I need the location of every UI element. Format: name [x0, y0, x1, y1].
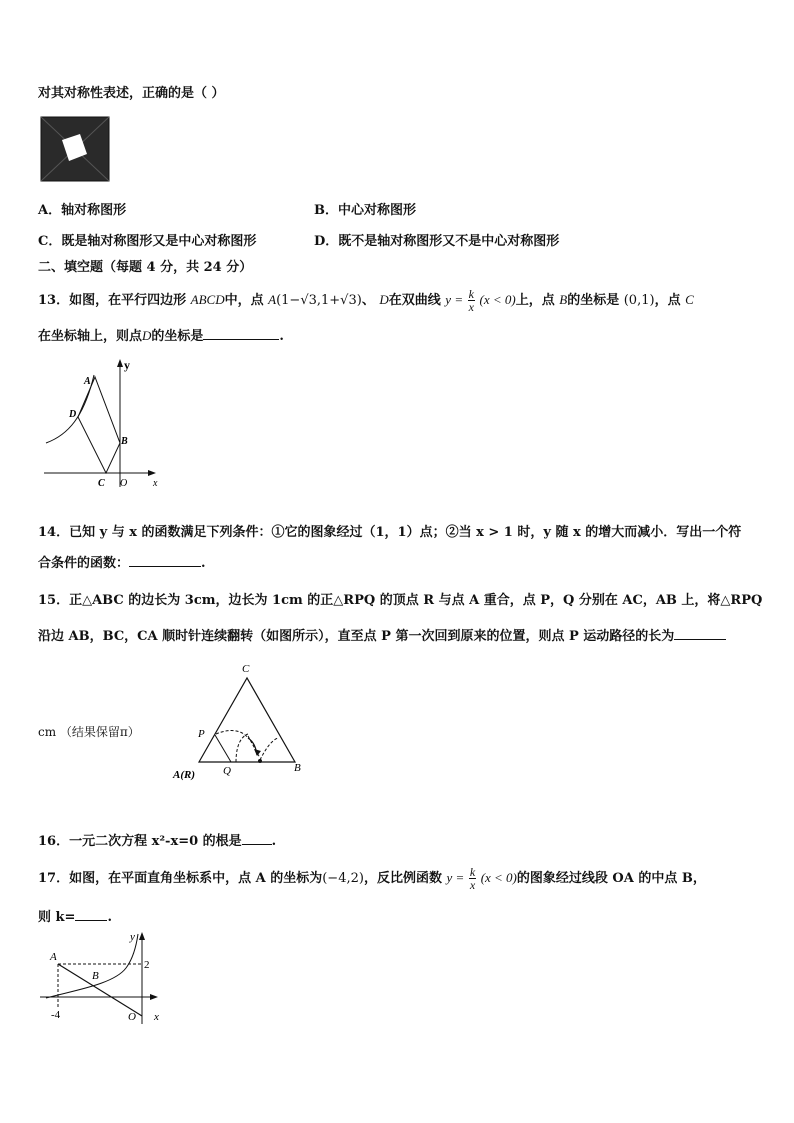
q17-text2: ，反比例函数 — [363, 871, 442, 886]
q12-option-d: D．既不是轴对称图形又不是中心对称图形 — [314, 234, 560, 249]
q17-fig-A: A — [50, 951, 57, 963]
q16-answer-blank[interactable] — [242, 844, 272, 845]
q16-text: 16．一元二次方程 x²-x=0 的根是 — [38, 834, 242, 849]
q13-end: . — [279, 329, 284, 344]
q15-line2-text: 沿边 AB，BC，CA 顺时针连续翻转（如图所示），直至点 P 第一次回到原来的位置，则点 P 运动路径的长为 — [38, 629, 675, 644]
q13-text1: 如图，在平行四边形 — [69, 293, 187, 308]
q15-fig-Q: Q — [223, 765, 231, 777]
q15-fig-P: P — [198, 728, 205, 740]
q14-end: . — [201, 556, 206, 571]
q16-end: . — [271, 834, 277, 849]
q13-line2 — [38, 325, 284, 344]
q17-frac-k: k — [469, 865, 476, 879]
q15-line2 — [38, 625, 726, 644]
q17-fig-neg4: -4 — [51, 1009, 61, 1021]
q17-text3: 的图象经过线段 OA 的中点 B， — [516, 871, 706, 886]
q17-fig-y: y — [130, 931, 135, 943]
q13-text5: 的坐标是 — [567, 293, 620, 308]
q13-line2-d: D — [142, 328, 152, 343]
q17-frac-x: x — [469, 878, 476, 892]
q13-eq-y: y = — [445, 292, 464, 307]
q17-fig-2: 2 — [144, 959, 150, 971]
q13-a-label: A — [268, 292, 277, 307]
q17-eq-y: y = — [446, 870, 465, 885]
q13-number: 13． — [38, 293, 70, 308]
q17-answer-blank[interactable] — [75, 920, 107, 921]
q13-fig-O: O — [120, 478, 128, 489]
q13-fig-D: D — [69, 409, 77, 420]
q17-fig-B: B — [92, 970, 99, 982]
q12-option-c: C．既是轴对称图形又是中心对称图形 — [38, 234, 257, 249]
q13-answer-blank[interactable] — [203, 339, 279, 340]
q12-figure — [40, 116, 110, 182]
section-title: 二、填空题（每题 4 分，共 24 分） — [38, 260, 253, 275]
q12-option-a: A．轴对称图形 — [38, 203, 127, 218]
q15-figure — [168, 658, 318, 786]
q15-line1: 15．正△ABC 的边长为 3cm，边长为 1cm 的正△RPQ 的顶点 R 与点 A 重合，点 P，Q 分别在 AC，AB 上，将△RPQ — [38, 593, 763, 608]
q17-line2-text: 则 k= — [38, 910, 76, 925]
q13-frac-x: x — [468, 300, 474, 314]
q17-a-coord: (−4,2) — [322, 871, 364, 886]
q13-c-label: C — [685, 292, 694, 307]
q13-b-coord: (0,1) — [623, 293, 655, 308]
q17-text1: 17．如图，在平面直角坐标系中，点 A 的坐标为 — [38, 871, 323, 886]
q13-text2: 中，点 — [224, 293, 264, 308]
q14-line2 — [38, 552, 206, 571]
q12-stem: 对其对称性表述，正确的是（ ） — [38, 86, 225, 101]
q15-fig-C: C — [242, 663, 250, 675]
q13-text4: 上，点 — [515, 293, 555, 308]
q13-text3: 在双曲线 — [388, 293, 441, 308]
q13-frac-k: k — [468, 287, 474, 301]
q13-fig-y: y — [124, 358, 130, 372]
q13-sep: 、 — [361, 293, 375, 308]
q13-fig-x: x — [153, 478, 158, 489]
q17-line2 — [38, 906, 112, 925]
q17-condition: (x < 0) — [480, 870, 517, 885]
q17-line1 — [38, 860, 706, 896]
q14-line1: 14．已知 y 与 x 的函数满足下列条件：①它的图象经过（1，1）点；②当 x > 1 时，y 随 x 的增大而减小．写出一个符 — [38, 525, 742, 540]
q13-line2-text2: 的坐标是 — [151, 329, 204, 344]
q17-fig-O: O — [128, 1011, 136, 1023]
q17-figure — [36, 928, 171, 1026]
q15-answer-blank[interactable] — [674, 639, 726, 640]
q16-line — [38, 830, 276, 849]
q13-text6: ，点 — [654, 293, 681, 308]
q13-figure — [40, 355, 165, 490]
q13-line2-text1: 在坐标轴上，则点 — [38, 329, 143, 344]
q15-fig-AR: A(R) — [173, 769, 195, 781]
q17-fig-x: x — [154, 1011, 159, 1023]
q14-answer-blank[interactable] — [129, 566, 201, 567]
q13-fig-B: B — [121, 436, 128, 447]
q17-end: . — [107, 910, 112, 925]
q13-a-coord: (1−√3,1+√3) — [276, 293, 362, 308]
q13-fig-A: A — [84, 376, 91, 387]
q13-line1 — [38, 283, 694, 317]
q13-fraction — [468, 288, 475, 313]
q15-line3: cm （结果保留π） — [38, 725, 140, 739]
q14-line2-text: 合条件的函数： — [38, 556, 130, 571]
q13-b-label: B — [559, 292, 568, 307]
q17-fraction — [469, 866, 476, 891]
q12-option-b: B．中心对称图形 — [314, 203, 416, 218]
q13-d-label: D — [379, 292, 389, 307]
q15-fig-B: B — [294, 762, 301, 774]
q13-condition: (x < 0) — [479, 292, 516, 307]
q13-abcd: ABCD — [190, 292, 225, 307]
q13-fig-C: C — [98, 478, 105, 489]
